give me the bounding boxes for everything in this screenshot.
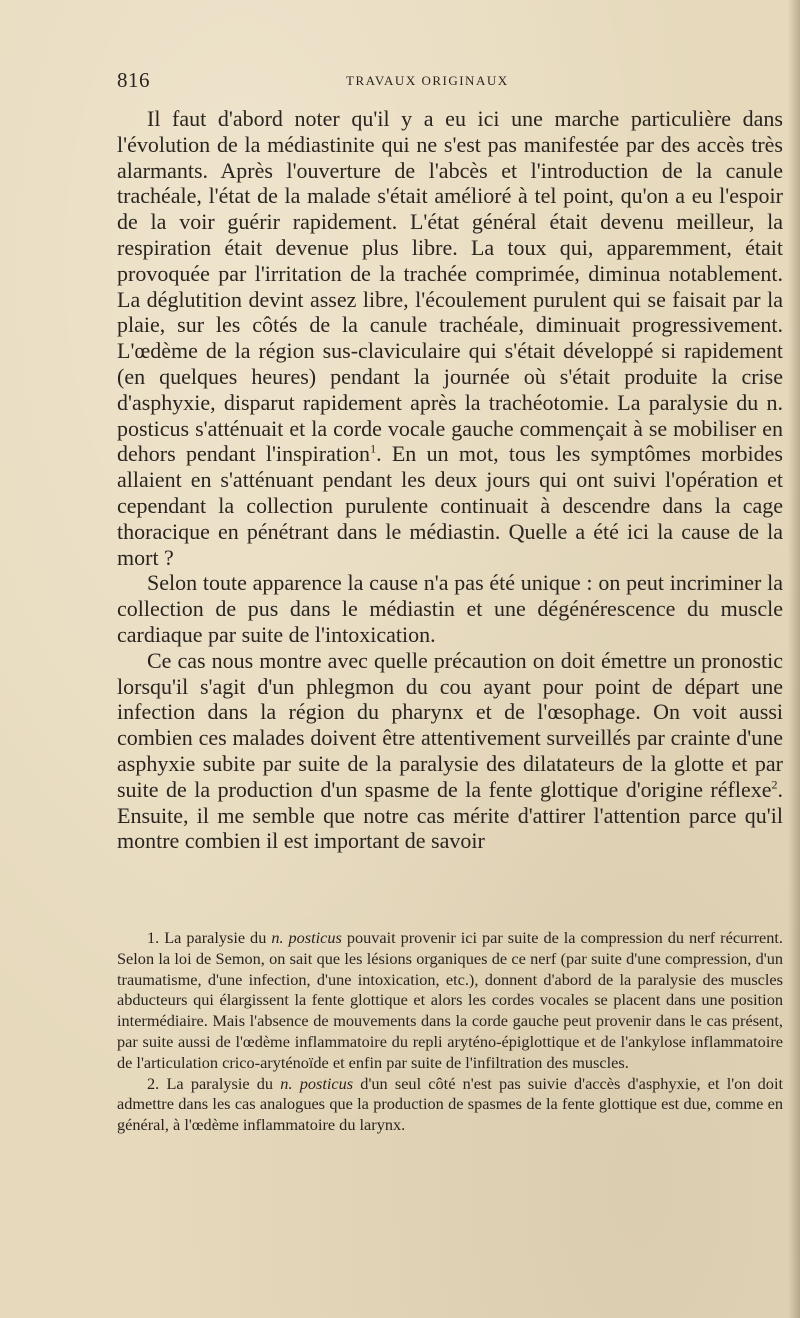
footnote-marker: 2. bbox=[147, 1073, 160, 1093]
page-number: 816 bbox=[117, 68, 150, 92]
paragraph: Ce cas nous montre avec quelle précaution on doit émettre un pronostic lorsqu'il s'agit d'un phlegmon du cou ayant pour point de départ une infection dans la région du pharynx et de l'œsophage. On voit aussi combien ces malades doivent être attentivement surveillés par crainte d'une asphyxie subite par suite de la paralysie des dilatateurs de la glotte et par suite de la production d'un spasme de la fente glottique d'origine réflexe$^2$. Ensuite, il me semble que notre cas mérite d'attirer l'attention parce qu'il montre combien il est important de savoir bbox=[117, 647, 783, 854]
running-head: TRAVAUX ORIGINAUX bbox=[346, 73, 509, 88]
paragraph: Il faut d'abord noter qu'il y a eu ici une marche particulière dans l'évolution de la médiastinite qui ne s'est pas manifestée par des accès très alarmants. Après l'ouverture de l'abcès et l'introduction de la canule trachéale, l'état de la malade s'était amélioré à tel point, qu'on a eu l'espoir de la voir guérir rapidement. L'état général était devenu meilleur, la respiration était devenue plus libre. La toux qui, apparemment, était provoquée par l'irritation de la trachée comprimée, diminua notablement. La déglutition devint assez libre, l'écoulement purulent qui se faisait par la plaie, sur les côtés de la canule trachéale, diminuait progressivement. L'œdème de la région sus-claviculaire qui s'était développé si rapidement (en quelques heures) pendant la journée où s'était produite la crise d'asphyxie, disparut rapidement après la trachéotomie. La paralysie du n. posticus s'atténuait et la corde vocale gauche commençait à se mobiliser en dehors pendant l'inspiration$^1$. En un mot, tous les symptômes morbides allaient en s'atténuant pendant les deux jours qui ont suivi l'opération et cependant la collection purulente continuait à descendre dans la cage thoracique en pénétrant dans le médiastin. Quelle a été ici la cause de la mort ? bbox=[117, 106, 783, 570]
page-header bbox=[117, 68, 717, 92]
footnote: 2. La paralysie du n. posticus d'un seul côté n'est pas suivie d'accès d'asphyxie, et l'on doit admettre dans les cas analogues que la production de spasmes de la fente glottique est due, comme en général, à l'œdème inflammatoire du larynx. bbox=[117, 1073, 783, 1135]
footnote-marker: 1. bbox=[147, 928, 160, 947]
footnotes bbox=[117, 928, 783, 1136]
page-edge-shadow bbox=[788, 0, 800, 1318]
paragraph: Selon toute apparence la cause n'a pas été unique : on peut incriminer la collection de pus dans le médiastin et une dégénérescence du muscle cardiaque par suite de l'intoxication. bbox=[117, 570, 783, 647]
footnote-ref: 2 bbox=[771, 777, 778, 792]
footnote: 1. La paralysie du n. posticus pouvait provenir ici par suite de la compression du nerf récurrent. Selon la loi de Semon, on sait que les lésions organiques de ce nerf (par suite d'une compression, d'un traumatisme, d'une infection, d'une intoxication, etc.), donnent d'abord de la paralysie des muscles abducteurs qui élargissent la fente glottique et alors les cordes vocales se placent dans une position intermédiaire. Mais l'absence de mouvements dans la corde gauche peut provenir dans le cas présent, par suite aussi de l'œdème inflammatoire du repli aryténo-épiglottique et de l'ankylose inflammatoire de l'articulation crico-aryténoïde et enfin par suite de l'infiltration des muscles. bbox=[117, 928, 783, 1072]
body-text bbox=[117, 106, 783, 854]
footnote-ref: 1 bbox=[370, 442, 377, 457]
